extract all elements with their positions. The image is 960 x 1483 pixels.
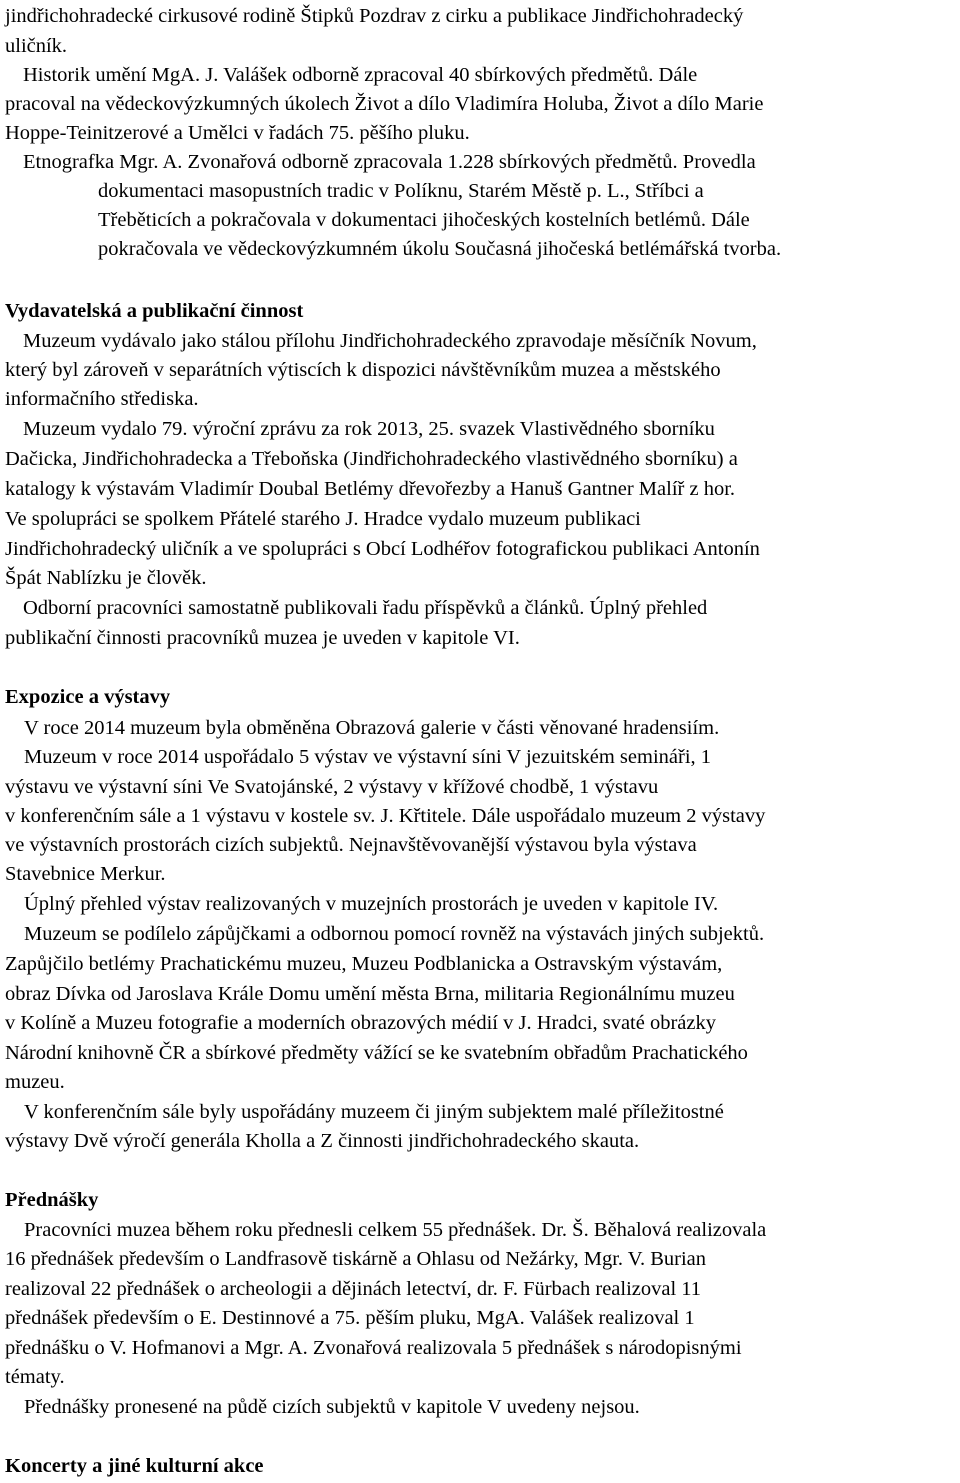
text-line: Zapůjčilo betlémy Prachatickému muzeu, Muzeu Podblanicka a Ostravským výstavám, <box>5 953 723 975</box>
text-line: Třeběticích a pokračovala v dokumentaci jihočeských kostelních betlémů. Dále <box>98 209 750 231</box>
text-line: V roce 2014 muzeum byla obměněna Obrazová galerie v části věnované hradensiím. <box>24 717 720 739</box>
text-line: Přednášky pronesené na půdě cizích subjektů v kapitole V uvedeny nejsou. <box>24 1396 640 1418</box>
section-heading-lectures: Přednášky <box>5 1189 99 1211</box>
section-heading-exhibitions: Expozice a výstavy <box>5 686 171 708</box>
text-line: Muzeum v roce 2014 uspořádalo 5 výstav ve výstavní síni V jezuitském semináři, 1 <box>24 746 712 768</box>
text-line: Pracovníci muzea během roku přednesli celkem 55 přednášek. Dr. Š. Běhalová realizovala <box>24 1219 767 1241</box>
text-line: V konferenčním sále byly uspořádány muzeem či jiným subjektem malé příležitostné <box>24 1101 724 1123</box>
text-line: muzeu. <box>5 1071 65 1093</box>
text-line: ve výstavních prostorách cizích subjektů. Nejnavštěvovanější výstavou byla výstava <box>5 834 697 856</box>
text-line: pokračovala ve vědeckovýzkumném úkolu Současná jihočeská betlémářská tvorba. <box>98 238 782 260</box>
text-line: Jindřichohradecký uličník a ve spolupráci s Obcí Lodhéřov fotografickou publikaci Antonín <box>5 538 760 560</box>
text-line: informačního střediska. <box>5 388 199 410</box>
text-line: Špát Nablízku je člověk. <box>5 567 207 589</box>
text-line: Ve spolupráci se spolkem Přátelé starého J. Hradce vydalo muzeum publikaci <box>5 508 641 530</box>
text-line: obraz Dívka od Jaroslava Krále Domu umění města Brna, militaria Regionálnímu muzeu <box>5 983 735 1005</box>
text-line: Etnografka Mgr. A. Zvonařová odborně zpracovala 1.228 sbírkových předmětů. Provedla <box>23 151 756 173</box>
text-line: Muzeum vydávalo jako stálou přílohu Jindřichohradeckého zpravodaje měsíčník Novum, <box>23 330 757 352</box>
text-line: realizoval 22 přednášek o archeologii a dějinách letectví, dr. F. Fürbach realizoval 11 <box>5 1278 702 1300</box>
text-line: Národní knihovně ČR a sbírkové předměty vážící se ke svatebním obřadům Prachatického <box>5 1042 748 1064</box>
section-heading-concerts: Koncerty a jiné kulturní akce <box>5 1455 264 1477</box>
text-line: Hoppe-Teinitzerové a Umělci v řadách 75. pěšího pluku. <box>5 122 470 144</box>
text-line: Historik umění MgA. J. Valášek odborně zpracoval 40 sbírkových předmětů. Dále <box>23 64 698 86</box>
text-line: publikační činnosti pracovníků muzea je uveden v kapitole VI. <box>5 627 520 649</box>
text-line: Stavebnice Merkur. <box>5 863 166 885</box>
text-line: Muzeum vydalo 79. výroční zprávu za rok 2013, 25. svazek Vlastivědného sborníku <box>23 418 715 440</box>
text-line: výstavu ve výstavní síni Ve Svatojánské, 2 výstavy v křížové chodbě, 1 výstavu <box>5 776 659 798</box>
text-line: uličník. <box>5 35 68 57</box>
text-line: katalogy k výstavám Vladimír Doubal Betlémy dřevořezby a Hanuš Gantner Malíř z hor. <box>5 478 736 500</box>
section-heading-publishing: Vydavatelská a publikační činnost <box>5 300 304 322</box>
text-line: v Kolíně a Muzeu fotografie a moderních obrazových médií v J. Hradci, svaté obrázky <box>5 1012 716 1034</box>
text-line: Dačicka, Jindřichohradecka a Třeboňska (Jindřichohradeckého vlastivědného sborníku) a <box>5 448 738 470</box>
text-line: výstavy Dvě výročí generála Kholla a Z činnosti jindřichohradeckého skauta. <box>5 1130 640 1152</box>
text-line: přednášek především o E. Destinnové a 75. pěším pluku, MgA. Valášek realizoval 1 <box>5 1307 695 1329</box>
text-line: Muzeum se podílelo zápůjčkami a odbornou pomocí rovněž na výstavách jiných subjektů. <box>24 923 765 945</box>
text-line: Úplný přehled výstav realizovaných v muzejních prostorách je uveden v kapitole IV. <box>24 893 719 915</box>
text-line: tématy. <box>5 1366 65 1388</box>
text-line: pracoval na vědeckovýzkumných úkolech Život a dílo Vladimíra Holuba, Život a dílo Marie <box>5 93 764 115</box>
text-line: 16 přednášek především o Landfrasově tiskárně a Ohlasu od Nežárky, Mgr. V. Burian <box>5 1248 706 1270</box>
text-line: který byl zároveň v separátních výtiscích k dispozici návštěvníkům muzea a městského <box>5 359 721 381</box>
text-line: Odborní pracovníci samostatně publikovali řadu příspěvků a článků. Úplný přehled <box>23 597 708 619</box>
text-line: v konferenčním sále a 1 výstavu v kostele sv. J. Křtitele. Dále uspořádalo muzeum 2 výstavy <box>5 805 766 827</box>
text-line: dokumentaci masopustních tradic v Políknu, Starém Městě p. L., Stříbci a <box>98 180 704 202</box>
text-line: jindřichohradecké cirkusové rodině Štipků Pozdrav z cirku a publikace Jindřichohradecký <box>5 5 744 27</box>
text-line: přednášku o V. Hofmanovi a Mgr. A. Zvonařová realizovala 5 přednášek s národopisnými <box>5 1337 742 1359</box>
